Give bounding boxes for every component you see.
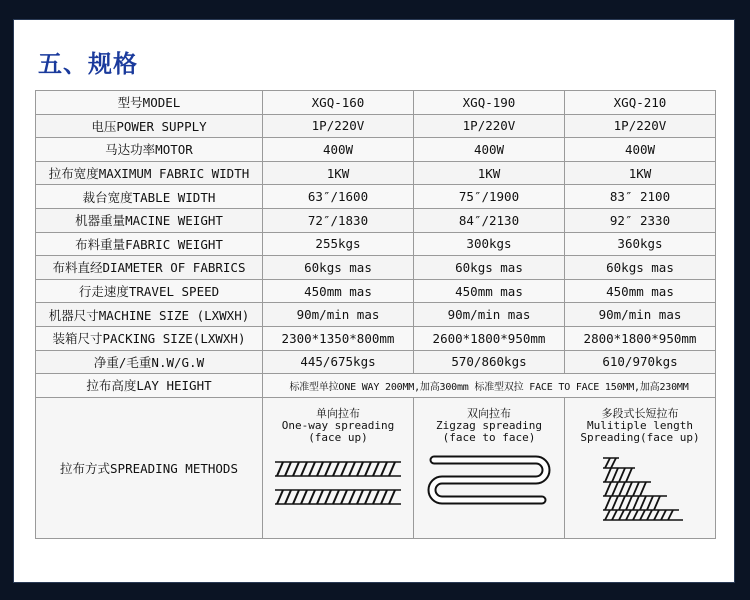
method-subtitle: Mulitiple length — [587, 418, 693, 432]
table-row — [36, 114, 716, 138]
row-value: 1KW — [263, 161, 414, 185]
method-note: (face to face) — [442, 430, 536, 444]
row-value: 400W — [414, 138, 565, 162]
table-row — [36, 185, 716, 209]
section-heading: 五、规格 — [38, 49, 138, 78]
row-value: 450mm mas — [414, 279, 565, 303]
row-value: 360kgs — [565, 232, 716, 256]
row-label: 装箱尺寸PACKING SIZE(LXWXH) — [36, 326, 263, 350]
table-row — [36, 256, 716, 280]
row-value: 2600*1800*950mm — [414, 326, 565, 350]
zigzag-spreading-icon — [424, 452, 554, 518]
method-title: 单向拉布 — [316, 406, 360, 420]
method-title: 多段式长短拉布 — [601, 406, 679, 420]
method-subtitle: Zigzag spreading — [436, 418, 542, 432]
row-value: 84″/2130 — [414, 208, 565, 232]
column-header: XGQ-160 — [263, 91, 414, 115]
method-note: (face up) — [308, 430, 368, 444]
row-value: 90m/min mas — [565, 303, 716, 327]
method-note: Spreading(face up) — [580, 430, 700, 444]
row-label: 马达功率MOTOR — [36, 138, 263, 162]
row-value: 450mm mas — [263, 279, 414, 303]
row-value: 92″ 2330 — [565, 208, 716, 232]
row-value: 400W — [565, 138, 716, 162]
row-value: 445/675kgs — [263, 350, 414, 374]
table-row — [36, 279, 716, 303]
row-value: 1P/220V — [263, 114, 414, 138]
row-value: 400W — [263, 138, 414, 162]
one-way-spreading-icon — [273, 452, 403, 512]
row-value: 63″/1600 — [263, 185, 414, 209]
spreading-methods-row — [36, 397, 716, 538]
row-label: 拉布高度LAY HEIGHT — [36, 374, 263, 398]
row-value: 60kgs mas — [263, 256, 414, 280]
row-value: 1P/220V — [565, 114, 716, 138]
lay-height-row — [36, 374, 716, 398]
table-header-row — [36, 91, 716, 115]
row-label: 拉布宽度MAXIMUM FABRIC WIDTH — [36, 161, 263, 185]
row-label: 机器尺寸MACHINE SIZE (LXWXH) — [36, 303, 263, 327]
row-label: 行走速度TRAVEL SPEED — [36, 279, 263, 303]
row-label: 电压POWER SUPPLY — [36, 114, 263, 138]
table-row — [36, 303, 716, 327]
row-value: 1KW — [414, 161, 565, 185]
row-value: 570/860kgs — [414, 350, 565, 374]
method-subtitle: One-way spreading — [281, 418, 395, 432]
row-value: 255kgs — [263, 232, 414, 256]
row-value: 75″/1900 — [414, 185, 565, 209]
row-value: 1P/220V — [414, 114, 565, 138]
table-row — [36, 161, 716, 185]
column-header: XGQ-190 — [414, 91, 565, 115]
row-value: 2300*1350*800mm — [263, 326, 414, 350]
spec-table — [35, 90, 716, 539]
method-title: 双向拉布 — [467, 406, 511, 420]
row-value: 300kgs — [414, 232, 565, 256]
row-label: 机器重量MACINE WEIGHT — [36, 208, 263, 232]
row-value: 60kgs mas — [565, 256, 716, 280]
row-value: 2800*1800*950mm — [565, 326, 716, 350]
row-value: 60kgs mas — [414, 256, 565, 280]
row-value: 90m/min mas — [263, 303, 414, 327]
row-label: 净重/毛重N.W/G.W — [36, 350, 263, 374]
spec-sheet — [14, 20, 734, 582]
row-value: 610/970kgs — [565, 350, 716, 374]
row-value: 83″ 2100 — [565, 185, 716, 209]
method-multiple-length — [565, 397, 716, 538]
row-label: 布料直经DIAMETER OF FABRICS — [36, 256, 263, 280]
header-label: 型号MODEL — [36, 91, 263, 115]
row-label: 拉布方式SPREADING METHODS — [36, 397, 263, 538]
method-one-way — [263, 397, 414, 538]
lay-height-value: 标准型单拉ONE WAY 200MM,加高300mm 标准型双拉 FACE TO FACE 150MM,加高230MM — [263, 374, 716, 398]
table-row — [36, 350, 716, 374]
row-label: 布料重量FABRIC WEIGHT — [36, 232, 263, 256]
method-zigzag — [414, 397, 565, 538]
row-value: 1KW — [565, 161, 716, 185]
row-label: 裁台宽度TABLE WIDTH — [36, 185, 263, 209]
table-row — [36, 208, 716, 232]
row-value: 72″/1830 — [263, 208, 414, 232]
multiple-length-spreading-icon — [575, 452, 705, 526]
row-value: 90m/min mas — [414, 303, 565, 327]
column-header: XGQ-210 — [565, 91, 716, 115]
row-value: 450mm mas — [565, 279, 716, 303]
table-row — [36, 232, 716, 256]
table-row — [36, 138, 716, 162]
table-row — [36, 326, 716, 350]
